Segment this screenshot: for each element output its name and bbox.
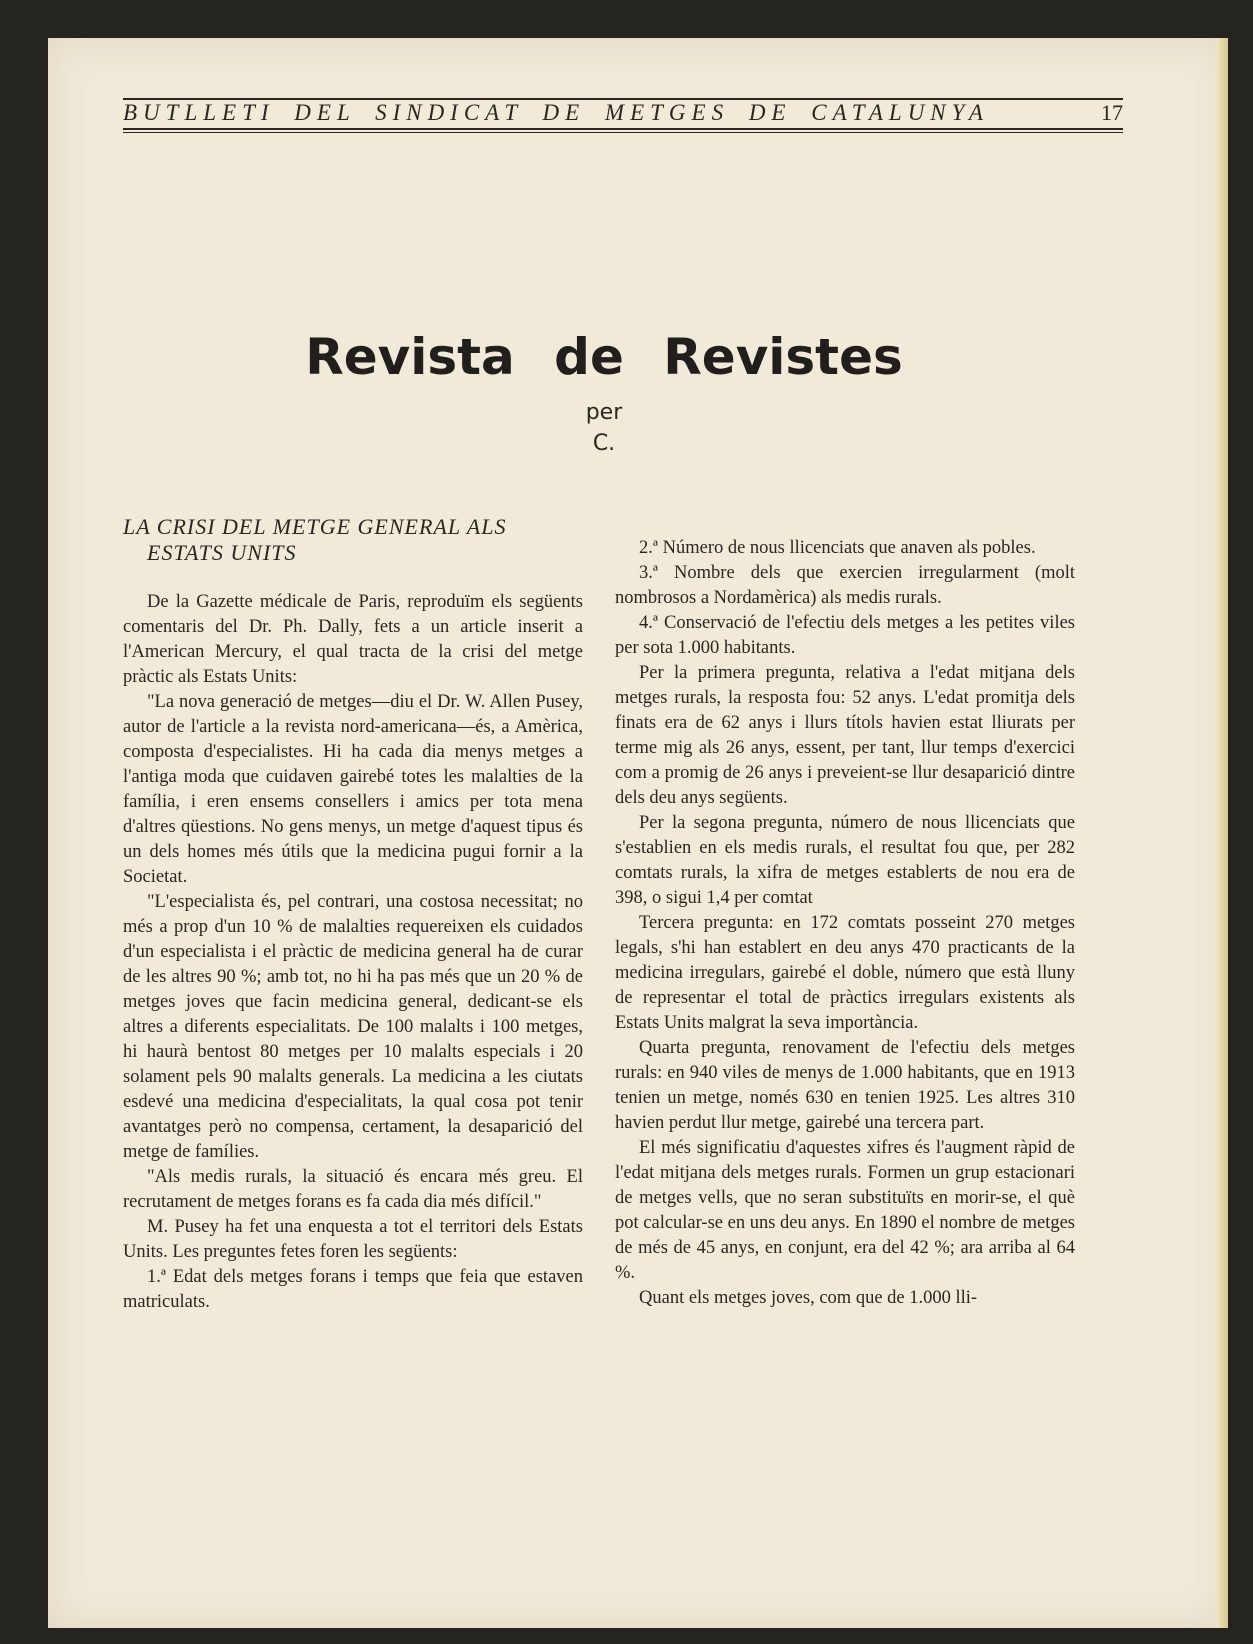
paragraph: Tercera pregunta: en 172 comtats posseint 270 metges legals, s'hi han establert en deu anys 470 practicants de la medicina irregulars, gairebé el doble, número que està lluny de representar el total de pràctics irregulars existents als Estats Units malgrat la seva importància. — [615, 913, 1075, 1033]
paragraph: Quarta pregunta, renovament de l'efectiu dels metges rurals: en 940 viles de menys de 1.000 habitants, que en 1913 tenien un metge, només 630 en tenien 1925. Les altres 310 havien perdut llur metge, gairebé una tercera part. — [615, 1038, 1075, 1133]
author-initial: C. — [592, 431, 616, 456]
header-rule-bottom-thin — [123, 132, 1123, 133]
paragraph: "La nova generació de metges—diu el Dr. W. Allen Pusey, autor de l'article a la revista nord-americana—és, a Amèrica, composta d'especialistes. Hi ha cada dia menys metges a l'antiga moda que cuidaven gairebé totes les malalties de la família, i eren ensems consellers i amics per tota mena d'altres qüestions. No gens menys, un metge d'aquest tipus és un dels homes més útils que la medicina pugui fornir a la Societat. — [123, 692, 583, 887]
paragraph: Per la primera pregunta, relativa a l'edat mitjana dels metges rurals, la resposta fou: 52 anys. L'edat promitja dels finats era de 62 anys i llurs títols havien estat lliurats per terme mig als 26 anys, essent, per tant, llur temps d'exercici com a promig de 26 anys i preveient-se llur desaparició dintre dels deu anys següents. — [615, 663, 1075, 808]
paragraph: M. Pusey ha fet una enquesta a tot el territori dels Estats Units. Les preguntes fetes foren les següents: — [123, 1217, 583, 1262]
running-header — [123, 98, 1123, 133]
paragraph: 2.ª Número de nous llicenciats que anaven als pobles. — [639, 538, 1036, 558]
paragraph: Quant els metges joves, com que de 1.000 lli- — [639, 1288, 978, 1308]
section-title-line2: ESTATS UNITS — [147, 540, 297, 565]
paragraph: "L'especialista és, pel contrari, una costosa necessitat; no més a prop d'un 10 % de malalties requereixen els cuidados d'un especialista i el pràctic de medicina general ha de curar de les altres 90 %; amb tot, no hi ha pas més que un 20 % de metges joves que facin medicina general, dedicant-se els altres a diferents especialitats. De 100 malalts i 100 metges, hi haurà bentost 80 metges per 10 malalts especials i 20 solament pels 90 malalts generals. La medicina a les ciutats esdevé una medicina d'especialitats, la qual cosa pot tenir avantatges però no compensa, certament, la desaparició del metge de famílies. — [123, 892, 583, 1162]
paragraph: "Als medis rurals, la situació és encara més greu. El recrutament de metges forans es fa cada dia més difícil." — [123, 1167, 583, 1212]
paragraph: 1.ª Edat dels metges forans i temps que feia que estaven matriculats. — [123, 1267, 583, 1312]
paragraph: El més significatiu d'aquestes xifres és l'augment ràpid de l'edat mitjana dels metges rurals. Formen un grup estacionari de metges vells, que no seran substituïts en morir-se, el què pot calcular-se en uns deu anys. En 1890 el nombre de metges de més de 45 anys, en conjunt, era del 42 %; ara arriba al 64 %. — [615, 1138, 1075, 1283]
right-column — [615, 536, 1075, 1311]
paragraph: 3.ª Nombre dels que exercien irregularment (molt nombrosos a Nordamèrica) als medis rurals. — [615, 563, 1075, 608]
byline-per: per — [585, 400, 623, 425]
journal-page — [48, 38, 1228, 1628]
page-edge — [1216, 38, 1228, 1628]
paragraph: 4.ª Conservació de l'efectiu dels metges a les petites viles per sota 1.000 habitants. — [615, 613, 1075, 658]
paragraph: Per la segona pregunta, número de nous llicenciats que s'establien en els medis rurals, el resultat fou que, per 282 comtats rurals, la xifra de metges establerts de nou era de 398, o sigui 1,4 per comtat — [615, 813, 1075, 908]
section-title-line1: LA CRISI DEL METGE GENERAL ALS — [123, 514, 507, 539]
header-rule-bottom — [123, 128, 1123, 130]
section-title — [123, 514, 583, 566]
left-column — [123, 514, 583, 1315]
paragraph: De la Gazette médicale de Paris, reproduïm els següents comentaris del Dr. Ph. Dally, fets a un article inserit a l'American Mercury, el qual tracta de la crisi del metge pràctic als Estats Units: — [123, 592, 583, 687]
journal-title: BUTLLETI DEL SINDICAT DE METGES DE CATALUNYA — [123, 100, 989, 125]
article-title: Revista de Revistes — [305, 328, 903, 386]
page-number: 17 — [1101, 100, 1123, 125]
